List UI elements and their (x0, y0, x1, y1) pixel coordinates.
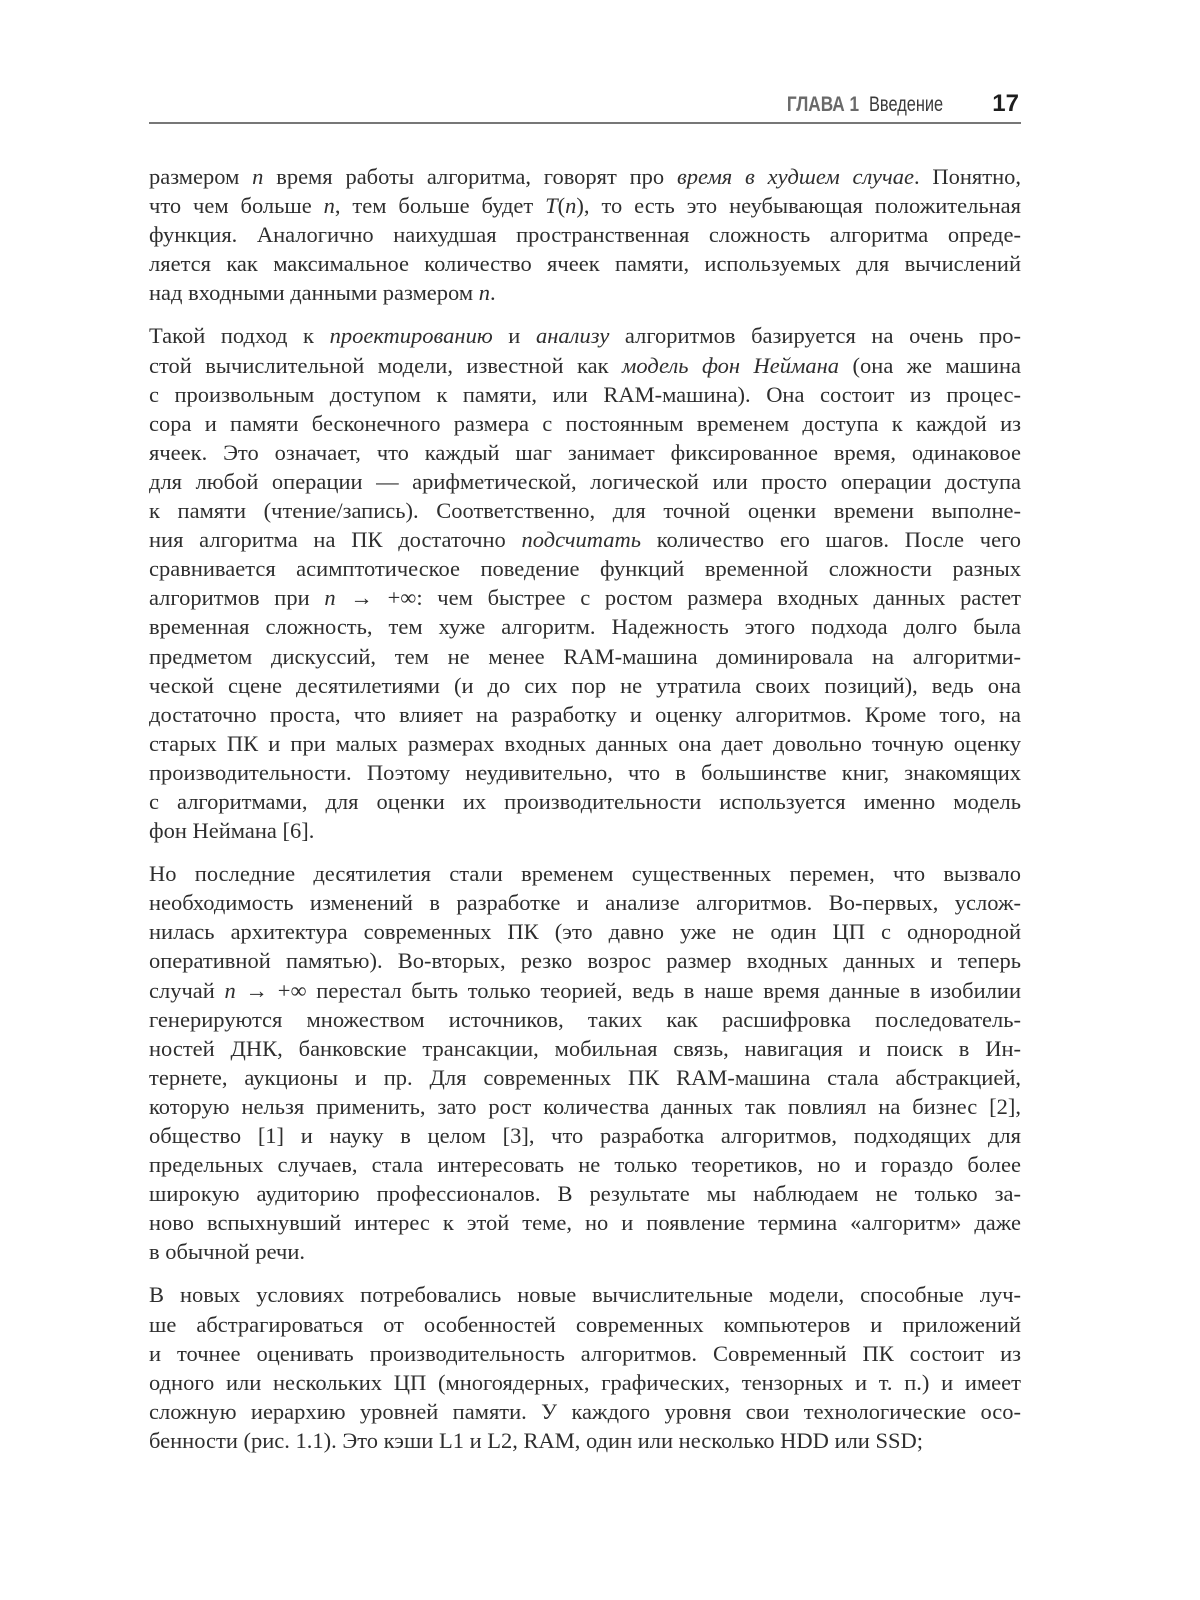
text-segment: тернете, аукционы и пр. Для современных ПК RAM-машина стала абстракцией, (149, 1064, 1021, 1090)
text-segment: → +∞: чем быстрее с ростом размера входных данных растет (335, 585, 1021, 611)
italic-term: анализу (535, 323, 610, 349)
text-line (149, 1339, 1021, 1368)
text-segment: генерируются множеством источников, таких как расшифровка последователь- (149, 1006, 1021, 1032)
text-line (149, 496, 1021, 525)
text-segment: нилась архитектура современных ПК (это давно уже не один ЦП с однородной (149, 919, 1021, 945)
text-line (149, 787, 1021, 816)
text-line (149, 409, 1021, 438)
italic-term: подсчитать (521, 527, 642, 553)
text-line (149, 1005, 1021, 1034)
text-line (149, 162, 1021, 191)
text-segment: предметом дискуссий, тем не менее RAM-машина доминировала на алгоритми- (149, 643, 1021, 669)
italic-term: n (224, 977, 236, 1003)
text-line (149, 1426, 1021, 1455)
text-segment: В новых условиях потребовались новые вычислительные модели, способные луч- (149, 1282, 1021, 1308)
text-line (149, 1150, 1021, 1179)
text-line (149, 220, 1021, 249)
text-segment: сора и памяти бесконечного размера с постоянным временем доступа к каждой из (149, 410, 1021, 436)
text-segment: необходимость изменений в разработке и анализе алгоритмов. Во-первых, услож- (149, 890, 1021, 916)
italic-term: проектированию (329, 323, 493, 349)
text-line (149, 1063, 1021, 1092)
text-segment: что чем больше (149, 193, 324, 219)
text-line (149, 321, 1021, 350)
paragraph (149, 1280, 1021, 1455)
text-line (149, 671, 1021, 700)
text-line (149, 642, 1021, 671)
text-line (149, 917, 1021, 946)
text-line (149, 729, 1021, 758)
paragraph (149, 321, 1021, 845)
text-segment: и точнее оценивать производительность алгоритмов. Современный ПК состоит из (149, 1340, 1021, 1366)
text-segment: алгоритмов базируется на очень про- (609, 323, 1021, 349)
text-segment: фон Неймана [6]. (149, 818, 315, 844)
text-segment: количество его шагов. После чего (641, 527, 1021, 553)
chapter-label: ГЛАВА 1 (786, 93, 860, 116)
text-segment: ностей ДНК, банковские трансакции, мобильная связь, навигация и поиск в Ин- (149, 1035, 1021, 1061)
text-line (149, 888, 1021, 917)
text-line (149, 758, 1021, 787)
text-segment: стой вычислительной модели, известной как (149, 352, 623, 378)
text-segment: оперативной памятью). Во-вторых, резко возрос размер входных данных и теперь (149, 948, 1021, 974)
text-segment: время работы алгоритма, говорят про (263, 164, 677, 189)
italic-term: время в худшем случае (677, 164, 914, 189)
text-segment: ческой сцене десятилетиями (и до сих пор не утратила своих позиций), ведь она (149, 672, 1021, 698)
paragraph (149, 162, 1021, 307)
text-segment: сложную иерархию уровней памяти. У каждого уровня свои технологические осо- (149, 1398, 1021, 1424)
text-line (149, 380, 1021, 409)
text-line (149, 946, 1021, 975)
text-segment: к памяти (чтение/запись). Соответственно, для точной оценки времени выполне- (149, 498, 1021, 524)
text-line (149, 438, 1021, 467)
italic-term: n (324, 585, 336, 611)
text-segment: ново вспыхнувший интерес к этой теме, но и появление термина «алгоритм» даже (149, 1210, 1021, 1236)
text-line (149, 525, 1021, 554)
text-segment: Такой подход к (149, 323, 330, 349)
text-line (149, 1310, 1021, 1339)
page-number: 17 (992, 90, 1019, 117)
text-segment: производительности. Поэтому неудивительно, что в большинстве книг, знакомящих (149, 759, 1021, 785)
text-segment: (она же машина (839, 352, 1021, 378)
italic-term: n (323, 193, 335, 219)
running-header (149, 84, 1021, 124)
text-segment: . Понятно, (913, 164, 1022, 189)
text-line (149, 249, 1021, 278)
text-segment: ляется как максимальное количество ячеек памяти, используемых для вычислений (149, 251, 1021, 277)
text-segment: предельных случаев, стала интересовать не только теоретиков, но и гораздо более (149, 1152, 1021, 1178)
text-segment: ), то есть это неубывающая положительная (576, 193, 1021, 219)
text-line (149, 1179, 1021, 1208)
text-line (149, 1368, 1021, 1397)
text-segment: старых ПК и при малых размерах входных данных она дает довольно точную оценку (149, 730, 1021, 756)
text-segment: широкую аудиторию профессионалов. В результате мы наблюдаем не только за- (149, 1181, 1021, 1207)
text-line (149, 554, 1021, 583)
text-segment: Но последние десятилетия стали временем существенных перемен, что вызвало (149, 861, 1021, 887)
text-line (149, 1121, 1021, 1150)
text-segment: с произвольным доступом к памяти, или RAM-машина). Она состоит из процес- (149, 381, 1021, 407)
italic-term: T (545, 193, 558, 219)
text-line (149, 700, 1021, 729)
italic-term: модель фон Неймана (622, 352, 840, 378)
text-segment: . (489, 280, 496, 306)
text-line (149, 612, 1021, 641)
header-labels (771, 90, 1021, 118)
text-segment: ячеек. Это означает, что каждый шаг занимает фиксированное время, одинаковое (149, 439, 1021, 465)
paragraph (149, 859, 1021, 1266)
text-segment: общество [1] и науку в целом [3], что разработка алгоритмов, подходящих для (149, 1123, 1021, 1148)
header-rule (149, 122, 1021, 124)
text-segment: → +∞ перестал быть только теорией, ведь в наше время данные в изобилии (235, 977, 1021, 1003)
text-segment: случай (149, 977, 225, 1003)
text-line (149, 191, 1021, 220)
text-segment: сравнивается асимптотическое поведение функций временной сложности разных (149, 556, 1021, 582)
text-segment: ния алгоритма на ПК достаточно (149, 527, 522, 553)
text-segment: над входными данными размером (149, 280, 479, 306)
text-segment: одного или нескольких ЦП (многоядерных, графических, тензорных и т. п.) и имеет (149, 1369, 1021, 1395)
text-segment: ( (557, 193, 566, 219)
text-segment: с алгоритмами, для оценки их производительности используется именно модель (149, 788, 1021, 814)
text-segment: достаточно проста, что влияет на разработку и оценку алгоритмов. Кроме того, на (149, 701, 1021, 727)
text-segment: для любой операции — арифметической, логической или просто операции доступа (149, 468, 1021, 494)
text-line (149, 1034, 1021, 1063)
text-segment: которую нельзя применить, зато рост количества данных так повлиял на бизнес [2], (149, 1093, 1021, 1119)
text-line (149, 1280, 1021, 1309)
text-segment: и (492, 323, 536, 349)
italic-term: n (252, 164, 264, 189)
text-segment: временная сложность, тем хуже алгоритм. Надежность этого подхода долго была (149, 614, 1021, 640)
text-segment: бенности (рис. 1.1). Это кэши L1 и L2, RAM, один или несколько HDD или SSD; (149, 1427, 923, 1453)
text-line (149, 583, 1021, 612)
text-segment: размером (149, 164, 253, 189)
text-segment: , тем больше будет (334, 193, 546, 219)
text-segment: в обычной речи. (149, 1239, 305, 1265)
text-line (149, 1237, 1021, 1266)
italic-term: n (478, 280, 490, 306)
text-line (149, 1208, 1021, 1237)
text-line (149, 467, 1021, 496)
text-line (149, 816, 1021, 845)
text-segment: алгоритмов при (149, 585, 325, 611)
text-segment: ше абстрагироваться от особенностей современных компьютеров и приложений (149, 1311, 1021, 1337)
text-line (149, 351, 1021, 380)
page-body (149, 162, 1021, 1469)
text-line (149, 976, 1021, 1005)
text-line (149, 1397, 1021, 1426)
text-line (149, 278, 1021, 307)
text-segment: функция. Аналогично наихудшая пространственная сложность алгоритма опреде- (149, 222, 1021, 248)
text-line (149, 859, 1021, 888)
section-title: Введение (869, 93, 944, 116)
text-line (149, 1092, 1021, 1121)
italic-term: n (565, 193, 577, 219)
